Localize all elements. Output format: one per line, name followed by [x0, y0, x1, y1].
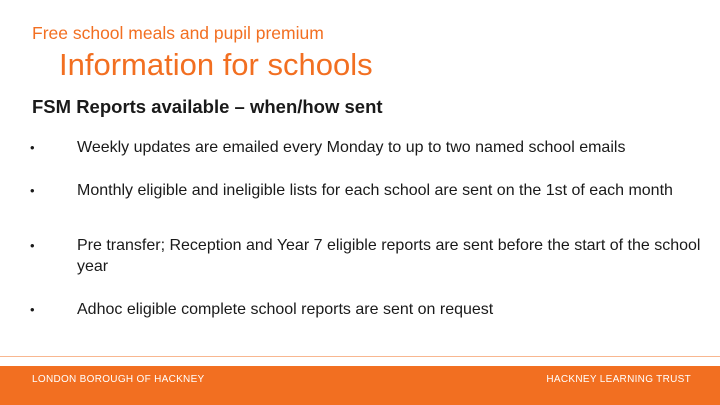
bullet-text: Pre transfer; Reception and Year 7 eligible reports are sent before the start of the school year [77, 237, 701, 275]
footer-bar [0, 366, 720, 405]
slide-kicker: Free school meals and pupil premium [32, 23, 324, 43]
bullet-text: Monthly eligible and ineligible lists for each school are sent on the 1st of each month [77, 182, 673, 199]
footer-organisation-left: LONDON BOROUGH OF HACKNEY [32, 374, 205, 385]
bullet-text: Weekly updates are emailed every Monday to up to two named school emails [77, 139, 626, 156]
footer-divider [0, 356, 720, 357]
bullet-marker: • [30, 183, 35, 198]
slide-title: Information for schools [59, 47, 373, 82]
bullet-marker: • [30, 140, 35, 155]
bullet-marker: • [30, 238, 35, 253]
bullet-marker: • [30, 302, 35, 317]
footer-organisation-right: HACKNEY LEARNING TRUST [546, 374, 691, 385]
bullet-text: Adhoc eligible complete school reports are sent on request [77, 301, 494, 318]
section-heading: FSM Reports available – when/how sent [32, 96, 383, 117]
